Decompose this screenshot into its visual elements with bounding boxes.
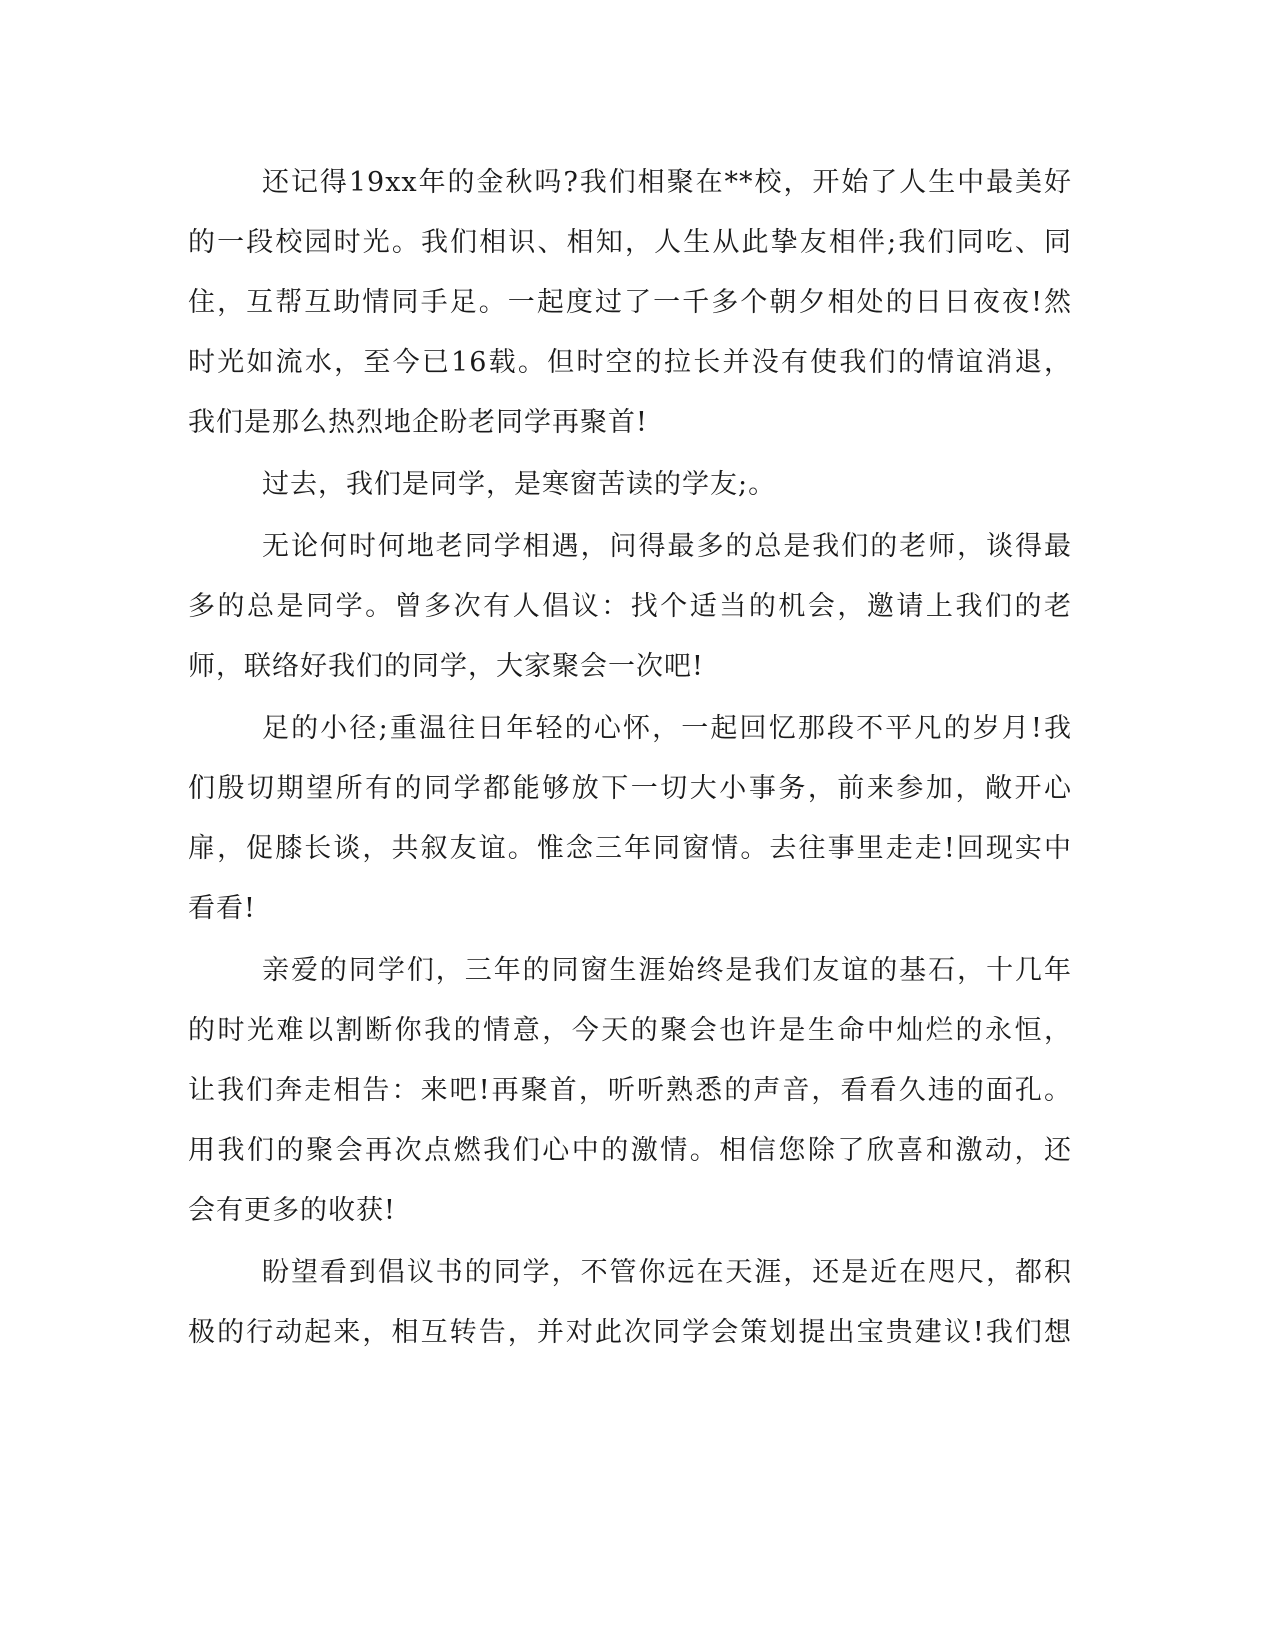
paragraph-line: 会有更多的收获! <box>188 1195 396 1226</box>
paragraph-6 <box>188 1252 1072 1372</box>
paragraph-line: 师，联络好我们的同学，大家聚会一次吧! <box>188 651 704 682</box>
paragraph-2 <box>188 464 1072 526</box>
paragraph-line: 用我们的聚会再次点燃我们心中的激情。相信您除了欣喜和激动，还 <box>188 1135 1072 1166</box>
paragraph-1 <box>188 162 1072 464</box>
paragraph-line: 扉，促膝长谈，共叙友谊。惟念三年同窗情。去往事里走走!回现实中 <box>188 833 1072 864</box>
paragraph-line: 住，互帮互助情同手足。一起度过了一千多个朝夕相处的日日夜夜!然 <box>188 287 1072 318</box>
paragraph-line: 们殷切期望所有的同学都能够放下一切大小事务，前来参加，敞开心 <box>188 773 1072 804</box>
paragraph-line: 我们是那么热烈地企盼老同学再聚首! <box>188 407 648 438</box>
paragraph-line: 让我们奔走相告：来吧!再聚首，听听熟悉的声音，看看久违的面孔。 <box>188 1075 1072 1106</box>
paragraph-line: 过去，我们是同学，是寒窗苦读的学友;。 <box>262 469 777 500</box>
paragraph-line: 时光如流水，至今已16载。但时空的拉长并没有使我们的情谊消退， <box>188 347 1072 378</box>
paragraph-line: 看看! <box>188 893 256 924</box>
paragraph-line: 亲爱的同学们，三年的同窗生涯始终是我们友谊的基石，十几年 <box>262 955 1072 986</box>
paragraph-line: 足的小径;重温往日年轻的心怀，一起回忆那段不平凡的岁月!我 <box>262 713 1072 744</box>
paragraph-line: 还记得19xx年的金秋吗?我们相聚在**校，开始了人生中最美好 <box>262 167 1072 198</box>
paragraph-line: 的时光难以割断你我的情意，今天的聚会也许是生命中灿烂的永恒， <box>188 1015 1072 1046</box>
paragraph-4 <box>188 708 1072 950</box>
paragraph-line: 极的行动起来，相互转告，并对此次同学会策划提出宝贵建议!我们想 <box>188 1317 1072 1348</box>
paragraph-line: 盼望看到倡议书的同学，不管你远在天涯，还是近在咫尺，都积 <box>262 1257 1072 1288</box>
paragraph-3 <box>188 526 1072 708</box>
document-body <box>188 162 1072 1372</box>
paragraph-line: 的一段校园时光。我们相识、相知，人生从此挚友相伴;我们同吃、同 <box>188 227 1072 258</box>
paragraph-line: 无论何时何地老同学相遇，问得最多的总是我们的老师，谈得最 <box>262 531 1072 562</box>
paragraph-line: 多的总是同学。曾多次有人倡议：找个适当的机会，邀请上我们的老 <box>188 591 1072 622</box>
paragraph-5 <box>188 950 1072 1252</box>
